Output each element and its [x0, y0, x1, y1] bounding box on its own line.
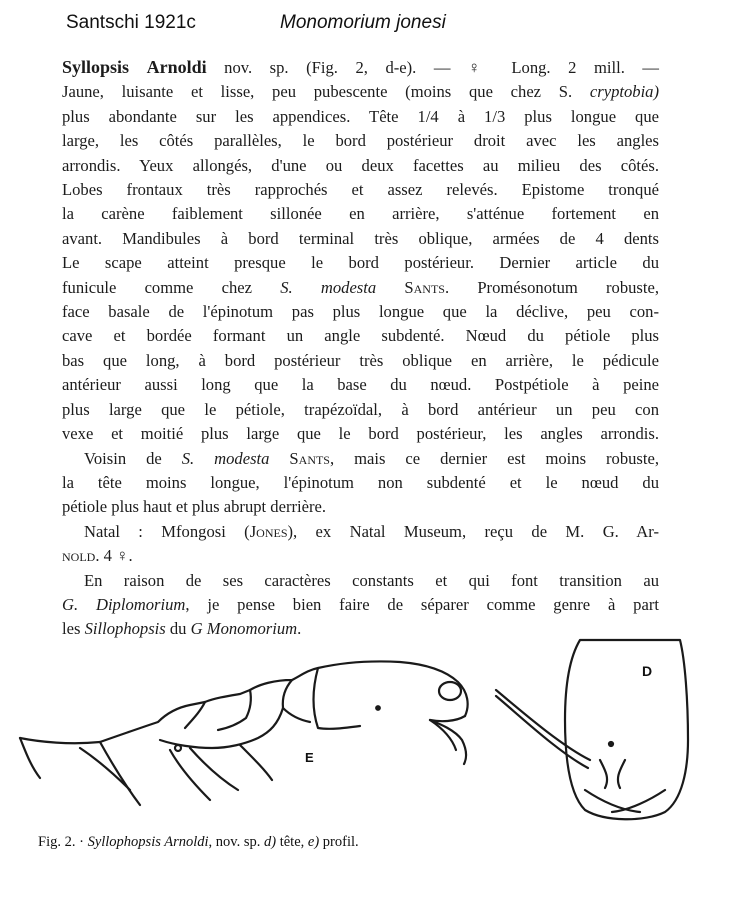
text-span: Jaune, luisante et lisse, peu pubescente (moins que chez S. — [62, 82, 590, 102]
text-span: . — [297, 619, 302, 639]
dot-mark — [609, 742, 613, 746]
taxon-name: S. modesta — [280, 277, 377, 297]
taxon-name: S. modesta — [181, 448, 270, 468]
text-line — [62, 55, 659, 80]
collector-name: nold — [62, 546, 96, 566]
mandible-outline — [585, 790, 640, 812]
text-line: arrondis. Yeux allongés, d'une ou deux facettes au milieu des côtés. — [62, 155, 659, 175]
text-span: . Promésonotum robuste, — [444, 277, 660, 297]
text-line — [62, 80, 659, 104]
author-name: Sants — [269, 448, 330, 468]
frontal-lobe — [600, 760, 607, 788]
description-text — [62, 55, 659, 642]
leg-outline — [80, 748, 130, 790]
text-line: En raison de ses caractères constants et qui font transition au — [84, 570, 659, 590]
taxon-name: G Monomorium — [190, 619, 298, 639]
ant-illustration — [0, 630, 739, 830]
figure-caption — [38, 834, 359, 851]
text-line — [62, 520, 659, 544]
head-base — [314, 668, 361, 729]
dot-mark — [376, 706, 380, 710]
taxon-name: cryptobia) — [589, 82, 659, 102]
head-capsule — [565, 640, 688, 819]
node-outline — [283, 680, 310, 722]
text-line: plus large que le pétiole, trapézoïdal, à bord antérieur un peu con — [62, 399, 659, 419]
profile-drawing — [20, 661, 468, 805]
ventral-outline — [160, 708, 283, 748]
dorsal-outline — [20, 661, 468, 743]
antenna-outline — [496, 696, 588, 768]
text-line: large, les côtés parallèles, le bord postérieur droit avec les angles — [62, 131, 659, 151]
caption-text: d) — [264, 834, 277, 850]
text-line: antérieur aussi long que la base du nœud. Postpétiole à peine — [62, 375, 659, 395]
antenna-outline — [496, 690, 590, 760]
text-line: la carène faiblement sillonée en arrière, s'atténue fortement en — [62, 204, 659, 224]
text-line: bas que long, à bord postérieur très oblique en arrière, le pédicule — [62, 350, 659, 370]
taxon-name: G. Diplomorium — [62, 594, 186, 614]
caption-separator: · — [75, 834, 88, 850]
text-line: face basale de l'épinotum pas plus longue que la déclive, peu con- — [62, 302, 659, 322]
text-span: funicule comme chez — [62, 277, 281, 297]
figure-label-e: E — [305, 750, 314, 765]
text-line — [62, 544, 659, 568]
caption-taxon: Syllophopsis Arnoldi — [87, 834, 209, 850]
text-line: Lobes frontaux très rapprochés et assez relevés. Epistome tronqué — [62, 180, 659, 200]
text-span: Natal : Mfongosi ( — [84, 521, 250, 541]
caption-text: profil. — [319, 834, 359, 850]
species-name: Arnoldi — [146, 57, 207, 77]
leg-outline — [240, 745, 272, 780]
collector-name: Jones — [249, 521, 288, 541]
leg-outline — [190, 748, 238, 790]
text-span: , mais ce dernier est moins robuste, — [330, 448, 660, 468]
head-underside — [430, 716, 465, 721]
head-drawing — [496, 640, 688, 819]
text-line: Le scape atteint presque le bord postérieur. Dernier article du — [62, 253, 659, 273]
gaster-edge — [20, 738, 40, 778]
text-span: Voisin de — [84, 448, 182, 468]
text-line: pétiole plus haut et plus abrupt derrière. — [62, 497, 327, 517]
text-line: la tête moins longue, l'épinotum non subdenté et le nœud du — [62, 472, 659, 492]
spiracle — [175, 745, 181, 751]
leg-outline — [170, 750, 210, 800]
citation-header: Santschi 1921c — [66, 12, 196, 33]
text-line: cave et bordée formant un angle subdenté. Nœud du pétiole plus — [62, 326, 659, 346]
text-line — [62, 447, 659, 471]
text-span: du — [165, 619, 191, 639]
caption-text: , nov. sp. — [208, 834, 264, 850]
text-span: , je pense bien faire de séparer comme genre à part — [185, 594, 659, 614]
text-line: avant. Mandibules à bord terminal très oblique, armées de 4 dents — [62, 228, 659, 248]
genus-name: Syllopsis — [62, 57, 130, 77]
text-span: les — [62, 619, 85, 639]
text-span: . 4 ♀. — [95, 546, 133, 566]
caption-text: e) — [307, 834, 320, 850]
frontal-lobe — [618, 760, 625, 788]
taxon-name: Sillophopsis — [84, 619, 166, 639]
mandible-outline — [430, 720, 466, 764]
leg-outline — [100, 742, 140, 805]
eye-outline — [439, 682, 461, 700]
text-span: ), ex Natal Museum, reçu de M. G. Ar- — [287, 521, 659, 541]
species-header: Monomorium jonesi — [280, 12, 446, 33]
text-line — [62, 593, 659, 617]
caption-fig-number: Fig. 2. — [38, 834, 76, 850]
text-line: plus abondante sur les appendices. Tête 1/4 à 1/3 plus longue que — [62, 106, 659, 126]
figure-label-d: D — [642, 663, 653, 679]
text-span: nov. sp. (Fig. 2, d-e). — ♀ Long. 2 mill. — — [206, 58, 659, 77]
author-name: Sants — [376, 277, 445, 297]
caption-text: tête, — [276, 834, 308, 850]
text-line: vexe et moitié plus large que le bord postérieur, les angles arrondis. — [62, 424, 659, 444]
text-line — [62, 276, 659, 300]
